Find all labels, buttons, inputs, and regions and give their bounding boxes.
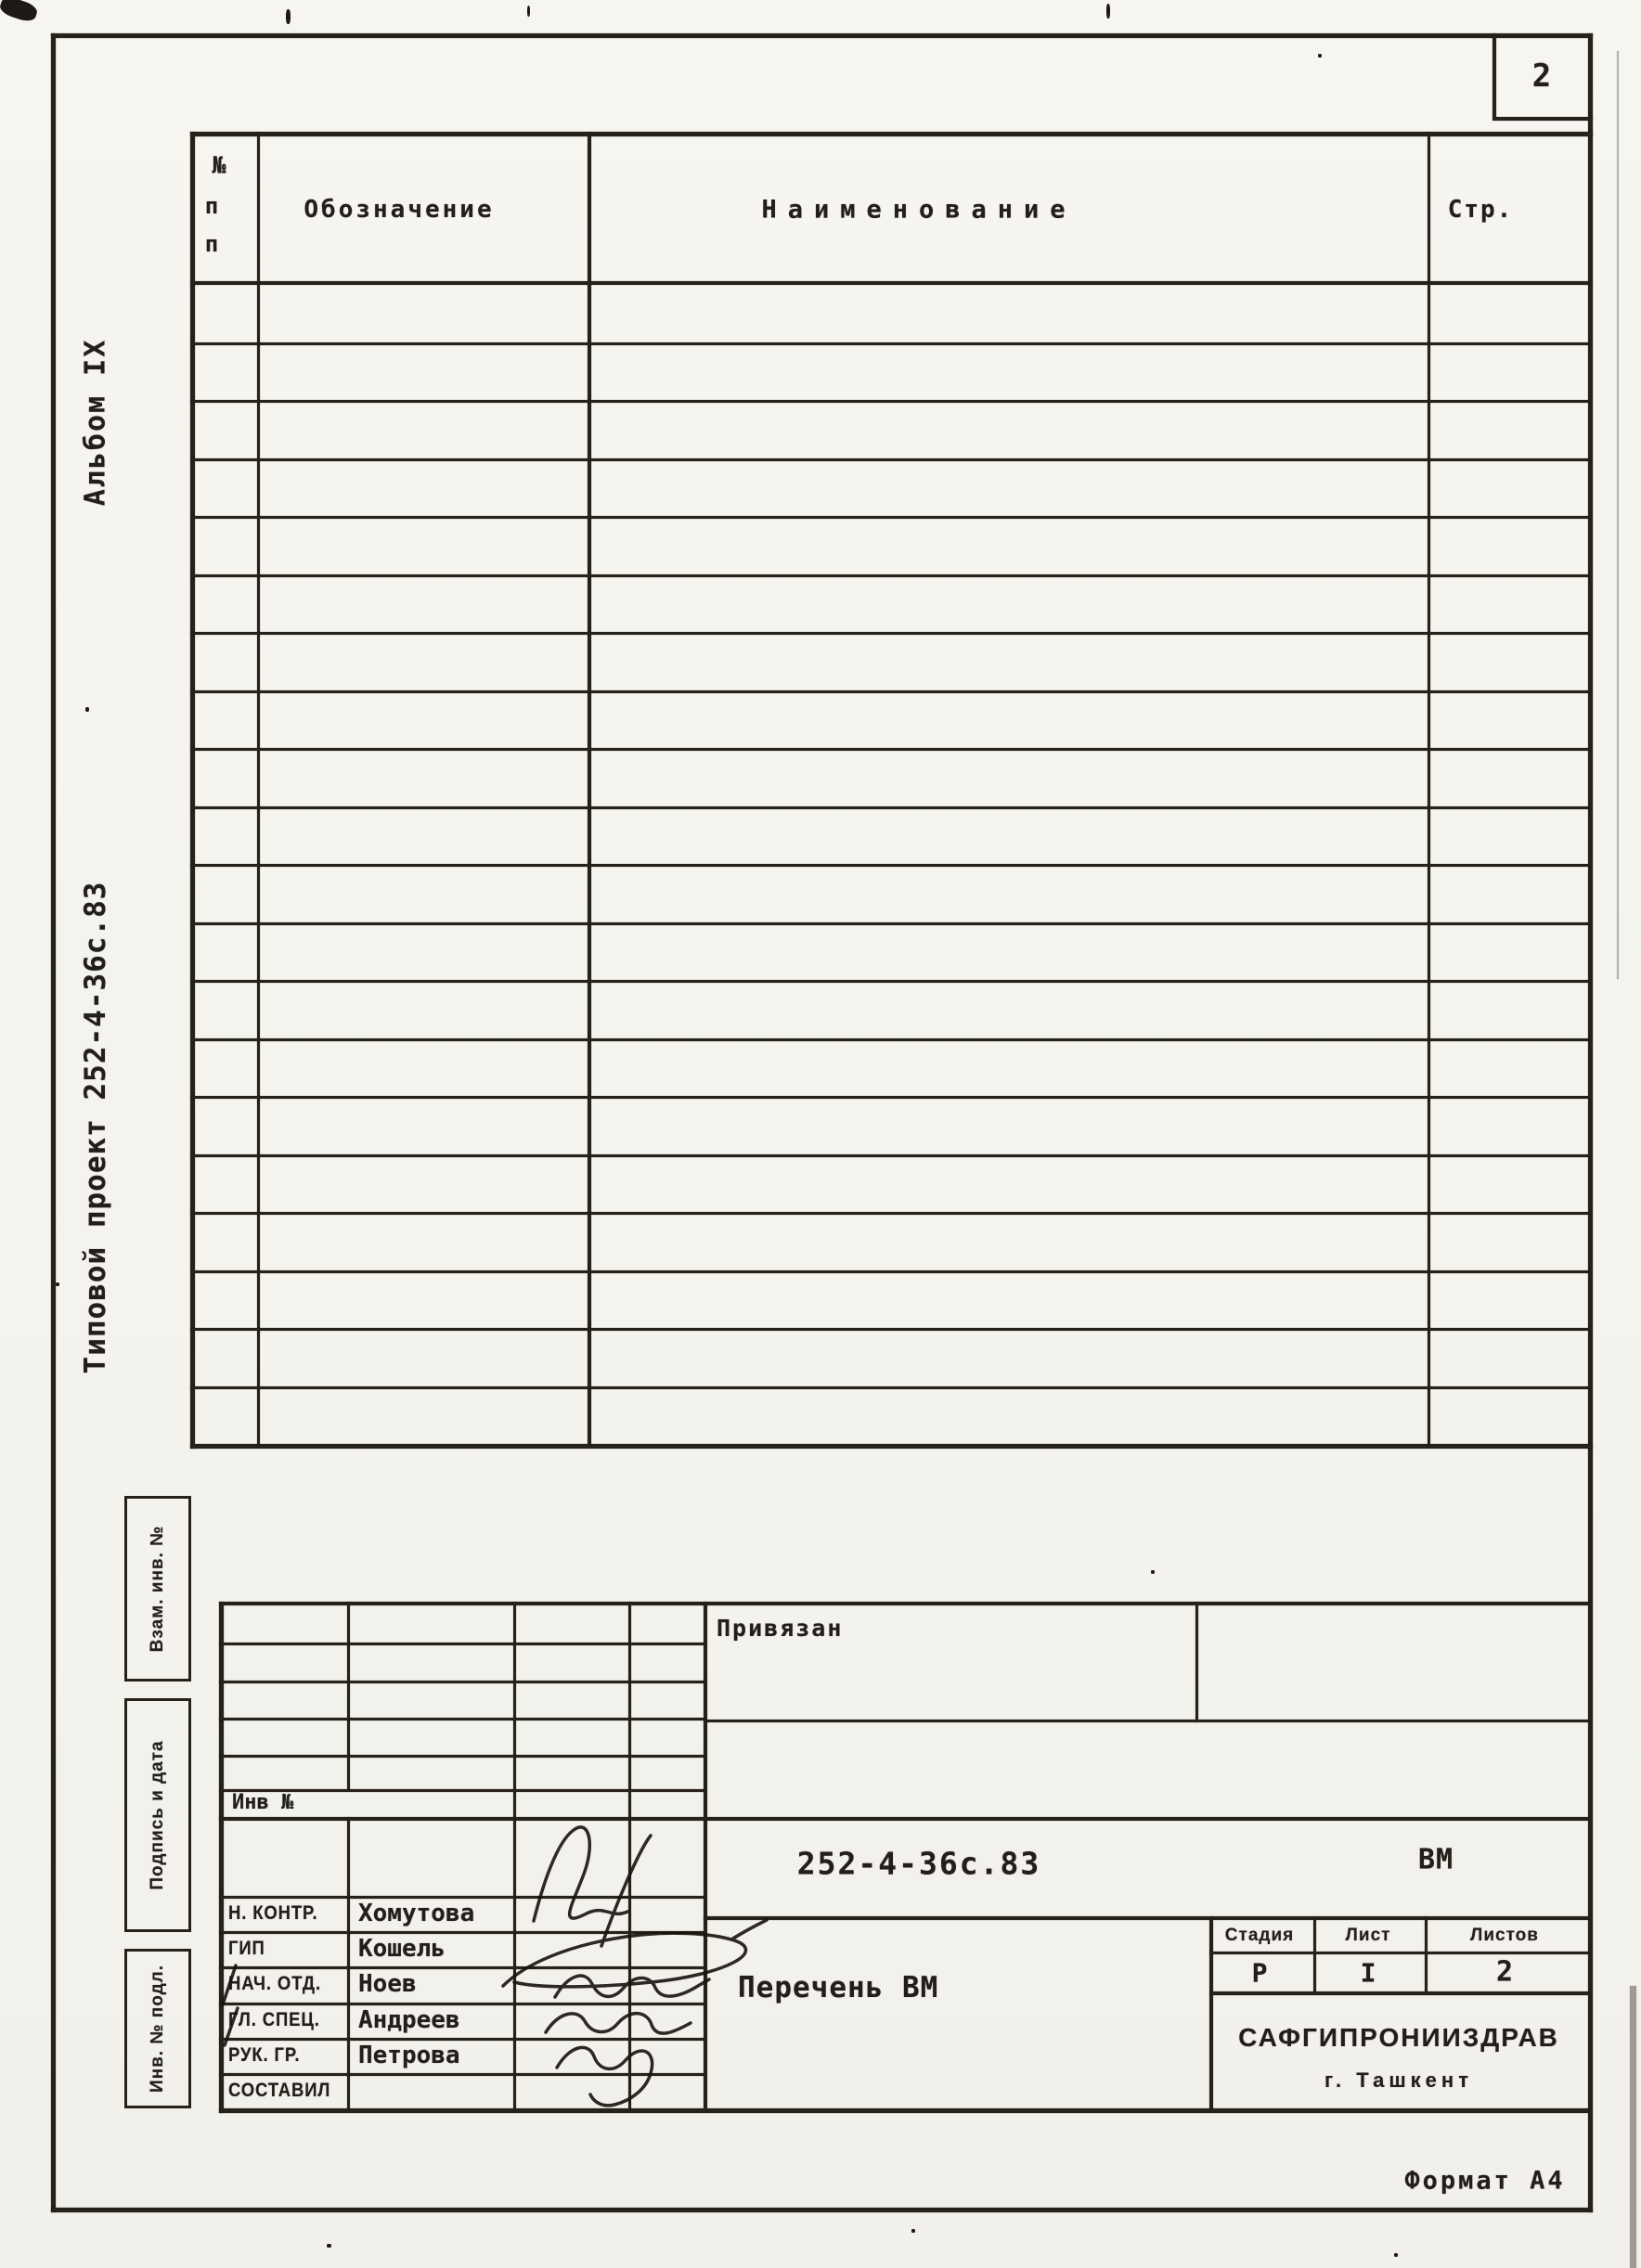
signatory-row-divider (219, 2003, 704, 2005)
signatory-name: Хомутова (358, 1900, 475, 1928)
doc-number: 252-4-36с.83 (796, 1845, 1041, 1882)
signatory-role: ГЛ. СПЕЦ. (228, 2008, 320, 2030)
header-num-line3: п (204, 231, 219, 257)
inv-no-label: Инв № (232, 1791, 294, 1814)
signatory-role: Н. КОНТР. (228, 1902, 318, 1925)
organization-city: г. Ташкент (1324, 2068, 1473, 2092)
page-number: 2 (1531, 58, 1552, 95)
sheet-value: I (1360, 1957, 1376, 1989)
doc-mark: ВМ (1417, 1843, 1454, 1876)
signatory-name: Ноев (358, 1970, 417, 1999)
format-note: Формат А4 (1404, 2166, 1566, 2196)
signatory-role: РУК. ГР. (228, 2043, 301, 2066)
signatory-role: СОСТАВИЛ (228, 2079, 331, 2101)
header-name: Наименование (761, 195, 1077, 225)
sheet-label: Лист (1345, 1926, 1391, 1945)
stage-value: Р (1251, 1957, 1268, 1989)
signatory-name: Андреев (358, 2005, 460, 2034)
signatory-row-divider (219, 2038, 704, 2041)
attached-label: Привязан (717, 1615, 844, 1642)
signatory-name: Кошель (358, 1935, 446, 1964)
doc-title: Перечень ВМ (738, 1971, 939, 2004)
margin-note-album: Альбом IX (79, 338, 112, 507)
signatory-role: НАЧ. ОТД. (228, 1973, 321, 1995)
stamp-box-label: Подпись и дата (148, 1740, 167, 1890)
organization-name: САФГИПРОНИИЗДРАВ (1238, 2023, 1559, 2052)
signatory-row-divider (219, 2073, 704, 2076)
header-page: Стр. (1447, 196, 1514, 224)
stamp-box-label: Взам. инв. № (148, 1525, 167, 1653)
sheets-value: 2 (1495, 1955, 1514, 1989)
header-designation: Обозначение (304, 196, 495, 224)
sheets-label: Листов (1470, 1926, 1539, 1945)
header-num-line1: № (212, 151, 226, 179)
stamp-box-label: Инв. № подл. (148, 1964, 167, 2094)
signatory-row-divider (219, 1931, 704, 1934)
margin-note-project: Типовой проект 252-4-36с.83 (79, 881, 112, 1374)
signatory-row-divider (219, 1966, 704, 1969)
header-num-line2: п (204, 193, 219, 219)
signatory-role: ГИП (228, 1938, 265, 1960)
stage-label: Стадия (1224, 1926, 1295, 1945)
signatory-name: Петрова (358, 2041, 460, 2069)
